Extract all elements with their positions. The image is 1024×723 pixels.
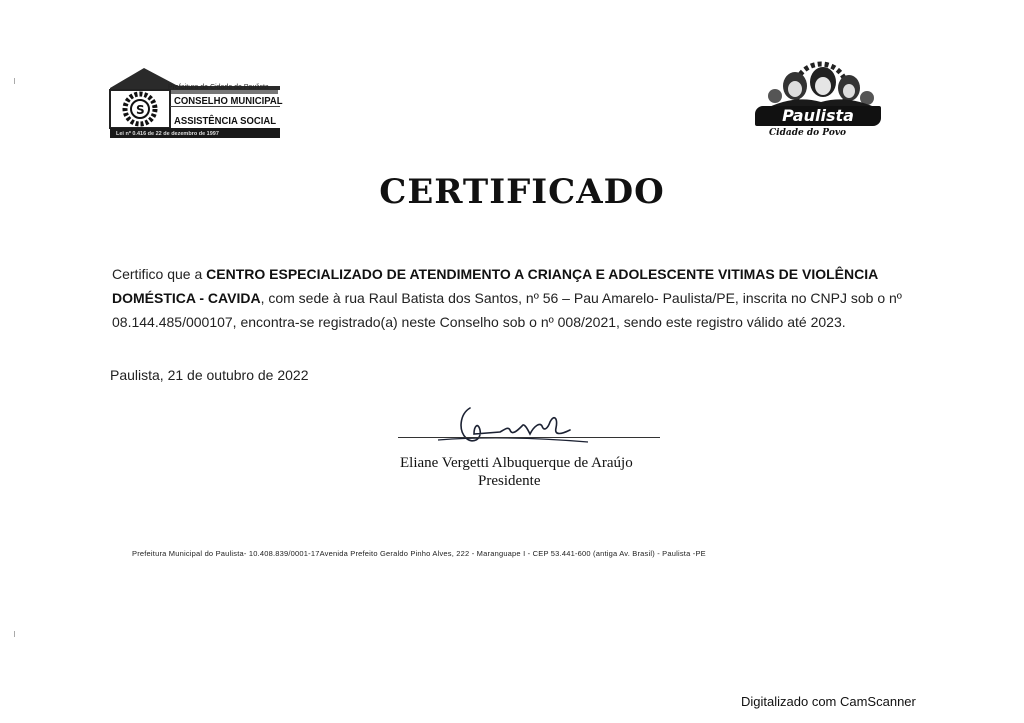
handwritten-signature <box>430 400 590 450</box>
entity-name: CENTRO ESPECIALIZADO DE ATENDIMENTO A CRIANÇA E ADOLESCENTE VITIMAS DE VIOLÊNCIA DOMÉSTICA - CAVIDA <box>112 266 878 306</box>
city-motto: Cidade do Povo <box>769 128 847 138</box>
scan-artifact <box>14 631 15 637</box>
council-logo <box>108 66 283 140</box>
signature-line <box>398 437 660 438</box>
footer-address: Prefeitura Municipal do Paulista- 10.408.839/0001-17Avenida Prefeito Geraldo Pinho Alves, 222 - Maranguape I - CEP 53.441-600 (antiga Av. Brasil) - Paulista -PE <box>132 549 706 558</box>
city-logo <box>753 60 888 142</box>
body-intro: Certifico que a <box>112 266 207 282</box>
certificate-body <box>112 262 927 334</box>
council-law-line: Lei nº 0.416 de 22 de dezembro de 1997 <box>116 131 219 137</box>
signer-role: Presidente <box>478 473 541 489</box>
issue-date: Paulista, 21 de outubro de 2022 <box>110 367 309 383</box>
city-people-emblem-icon <box>753 60 888 110</box>
scan-artifact <box>14 78 15 84</box>
body-rest: , com sede à rua Raul Batista dos Santos, nº 56 – Pau Amarelo- Paulista/PE, inscrita no CNPJ sob o nº 08.144.485/000107, encontra-se registrado(a) neste Conselho sob o nº 008/2021, sendo este registro válido até 2023. <box>112 290 902 330</box>
scanner-watermark: Digitalizado com CamScanner <box>741 694 916 709</box>
council-name-line2: ASSISTÊNCIA SOCIAL <box>174 116 277 127</box>
signer-name: Eliane Vergetti Albuquerque de Araújo <box>400 455 633 471</box>
svg-text:S: S <box>136 103 145 117</box>
city-name: Paulista <box>755 106 881 126</box>
council-top-line: Prefeitura da Cidade do Paulista <box>168 84 269 91</box>
certificate-title: CERTIFICADO <box>379 172 665 212</box>
council-name-line1: CONSELHO MUNICIPAL <box>174 96 283 107</box>
